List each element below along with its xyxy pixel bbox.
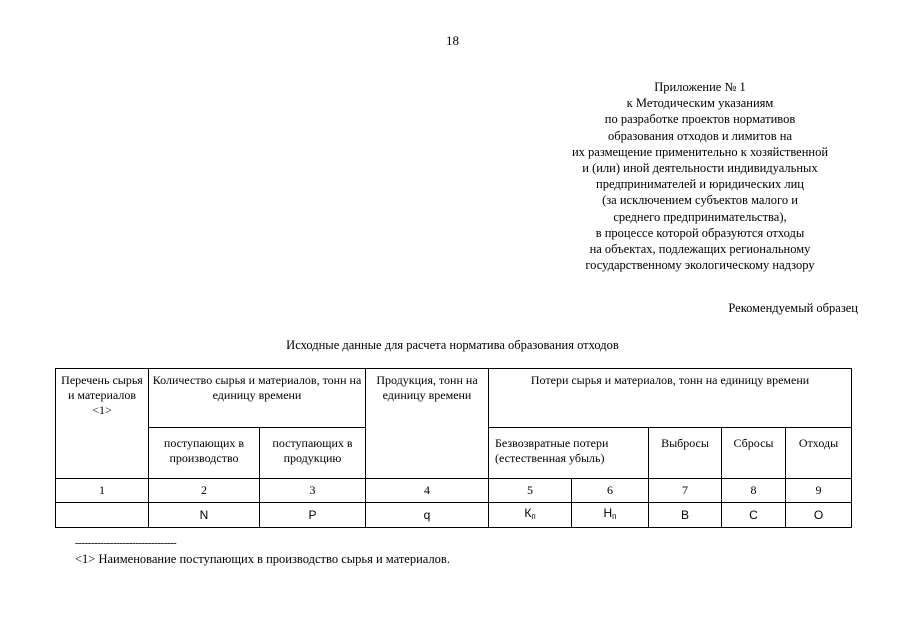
column-number: 6 <box>572 479 649 503</box>
appendix-line: и (или) иной деятельности индивидуальных <box>582 161 818 176</box>
column-number: 2 <box>149 479 260 503</box>
symbol-cell: N <box>149 503 260 528</box>
subheader-discharges: Сбросы <box>722 428 786 479</box>
subheader-waste: Отходы <box>786 428 852 479</box>
header-products: Продукция, тонн на единицу времени <box>366 369 489 479</box>
norm-data-table <box>55 368 852 528</box>
footnote-rule: -------------------------------- <box>75 537 177 549</box>
appendix-line: Приложение № 1 <box>654 80 746 94</box>
symbol-cell: q <box>366 503 489 528</box>
appendix-line: на объектах, подлежащих региональному <box>589 242 811 257</box>
symbol-cell-empty <box>56 503 149 528</box>
subheader-emissions: Выбросы <box>649 428 722 479</box>
symbol-subscript: п <box>531 512 536 521</box>
column-number: 8 <box>722 479 786 503</box>
column-number: 7 <box>649 479 722 503</box>
appendix-line: в процессе которой образуются отходы <box>595 225 805 240</box>
appendix-line: (за исключением субъектов малого и <box>602 193 798 208</box>
sample-note: Рекомендуемый образец <box>728 301 858 315</box>
appendix-line: предпринимателей и юридических лиц <box>596 177 804 192</box>
table-symbol-row <box>56 503 852 528</box>
page-number: 18 <box>446 33 459 48</box>
subheader-incoming: поступающих в производство <box>149 428 260 479</box>
symbol-cell: С <box>722 503 786 528</box>
symbol-cell: P <box>260 503 366 528</box>
symbol-cell: В <box>649 503 722 528</box>
symbol-cell: О <box>786 503 852 528</box>
header-quantity: Количество сырья и материалов, тонн на единицу времени <box>149 369 366 428</box>
symbol-cell <box>572 503 649 528</box>
table-title: Исходные данные для расчета норматива образования отходов <box>286 338 619 352</box>
appendix-line: к Методическим указаниям <box>626 96 774 111</box>
appendix-line: государственному экологическому надзору <box>585 258 815 273</box>
table-header-row <box>56 369 852 428</box>
column-number: 9 <box>786 479 852 503</box>
header-losses: Потери сырья и материалов, тонн на единицу времени <box>489 369 852 428</box>
subheader-irrecoverable: Безвозвратные потери (естественная убыль) <box>489 428 649 479</box>
appendix-line: их размещение применительно к хозяйственной <box>571 144 829 159</box>
appendix-line: среднего предпринимательства), <box>613 209 787 224</box>
header-materials: Перечень сырья и материалов <1> <box>56 369 149 479</box>
subheader-to-products: поступающих в продукцию <box>260 428 366 479</box>
column-number: 1 <box>56 479 149 503</box>
symbol-subscript: п <box>612 512 617 521</box>
table-number-row <box>56 479 852 503</box>
column-number: 5 <box>489 479 572 503</box>
column-number: 4 <box>366 479 489 503</box>
symbol-base: К <box>524 506 532 520</box>
symbol-cell <box>489 503 572 528</box>
footnote-text: <1> Наименование поступающих в производство сырья и материалов. <box>75 552 450 566</box>
appendix-line: по разработке проектов нормативов <box>604 112 796 127</box>
column-number: 3 <box>260 479 366 503</box>
appendix-header <box>525 79 875 273</box>
symbol-base: Н <box>603 506 613 520</box>
appendix-line: образования отходов и лимитов на <box>607 128 793 143</box>
